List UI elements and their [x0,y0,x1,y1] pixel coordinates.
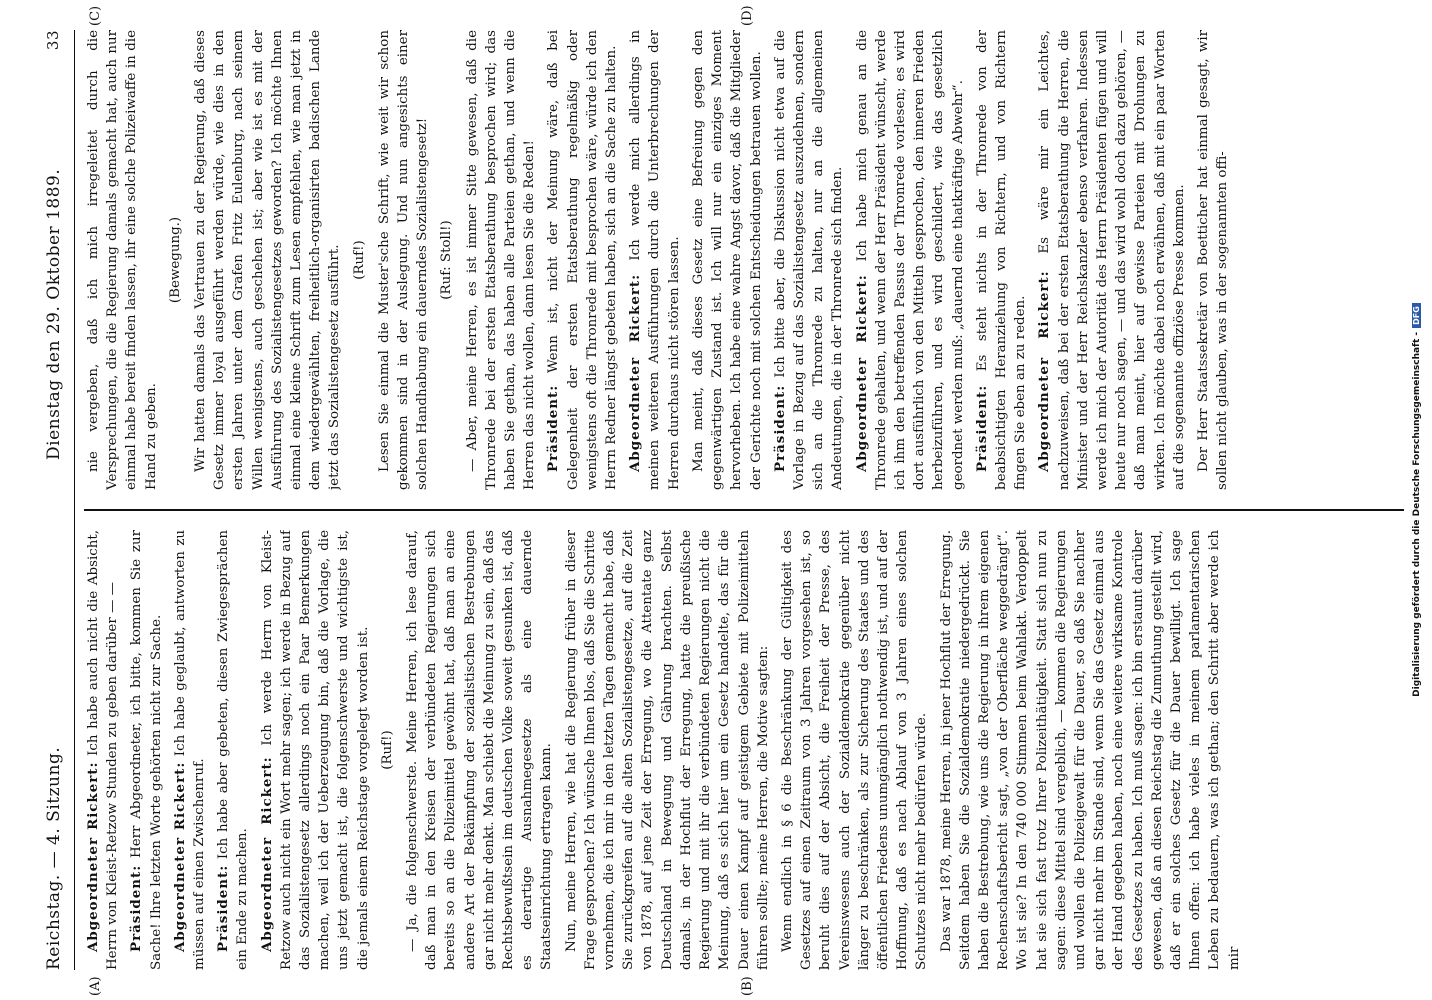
speaker-label: Präsident: [545,384,562,472]
interjection: (Ruf: Stoll!) [439,220,455,300]
paragraph-text: Man meint, daß dieses Gesetz eine Befreiung gegen den gegenwärtigen Zustand ist. Ich will nur ein einziges Moment hervorheben. Ich habe eine wahre Angst davor, daß die Mitglieder der Gerichte noch mit solchen Entscheidungen betrauen wollen. [690,30,764,490]
paragraph [1035,30,1189,490]
left-column [84,530,1404,970]
paragraph [853,30,968,490]
paragraph [84,530,122,970]
dfg-logo: DFG [1412,303,1421,328]
paragraph-text: Ich habe mich genau an die Thronrede gehalten, und wenn der Herr Präsident wünscht, werde ich ihm den betreffenden Passus der Thronrede vorlesen; es wird dort ausführlich von den Mitteln gesprochen, den inneren Frieden herbeizuführen, und es wird geschildert, wie das gesetzlich geordnet werden muß: „dauernd eine thatkräftige Abwehr“. [854,30,966,490]
paragraph-text: nie vergeben, daß ich mich irregeleitet durch die Versprechungen, die die Regierung damals gemacht hat, auch nur einmal habe bereit finden lassen, ihr eine solche Polizeiwaffe in die Hand zu geben. [86,30,159,490]
speaker-label: Abgeordneter Rickert: [853,274,870,472]
header-right: Dienstag den 29. Oktober 1889. [44,168,64,460]
paragraph [171,530,209,970]
paragraph [375,30,433,490]
header-left: Reichstag. — 4. Sitzung. [44,746,64,970]
footer-credit-text: Digitalisierung gefördert durch die Deutsche Forschungsgemeinschaft - [1412,331,1422,697]
speaker-label: Präsident: [128,864,145,952]
paragraph-text: Ich bitte aber, die Diskussion nicht etwa auf die Vorlage in Bezug auf das Sozialistengesetz auszudehnen, sondern sich an die Thronrede zu halten, nur an die allgemeinen Andeutungen, die in der Thronrede sich finden. [772,30,846,490]
paragraph-text: Wir hatten damals das Vertrauen zu der Regierung, daß dieses Gesetz immer loyal ausgeführt werden würde, wie dies in den ersten Jahren unter dem Grafen Fritz Eulenburg, nach seinem Willen wenigstens, auch geschehen ist; aber wie ist es mit der Ausführung des Sozialistengesetzes geworden? Ich möchte Ihnen einmal eine kleine Schrift zum Lesen empfehlen, wie man jetzt in dem wiedergewählten, freiheitlich-organisirten badischen Lande jetzt das Sozialistengesetz ausführt. [193,30,343,490]
paragraph [626,30,684,490]
paragraph-text: Der Herr Staatssekretär von Boetticher hat einmal gesagt, wir sollen nicht glauben, was in der sogenannten offi- [1195,30,1231,490]
margin-mark-c: (C) [88,5,103,26]
paragraph-text: Ich habe auch nicht die Absicht, Herrn von Kleist-Retzow Stunden zu geben darüber — — [86,530,121,970]
paragraph-text: Es wäre mir ein Leichtes, nachzuweisen, daß bei der ersten Etatsberathung die Herren, die Minister und der Herr Reichskanzler ebenso verfahren. Indessen werde ich mich der Autorität des Herrn Präsidenten fügen und will heute nur noch sagen, — und das wird wohl doch dazu gehören, — daß man meint, hier auf gewisse Parteien mit Drohungen zu wirken. Ich möchte dabei noch erwähnen, daß mit ein paar Worten auf die sogenannte offiziöse Presse kommen. [1037,30,1187,490]
right-column [84,30,1404,490]
speaker-label: Abgeordneter Rickert: [85,761,101,952]
speaker-label: Abgeordneter Rickert: [258,756,275,952]
paragraph-text: Nun, meine Herren, wie hat die Regierung früher in dieser Frage gesprochen? Ich wünsche Ihnen blos, daß Sie die Schritte vornehmen, die ich mir in den letzten Tagen gemacht habe, daß Sie zurückgreifen auf die alten Sozialistengesetze, auf die Zeit von 1878, auf jene Zeit der Erregung, wo die Attentate ganz Deutschland in Bewegung und Gährung brachten. Selbst damals, in der Hochflut der Erregung, hatte die preußische Regierung und mit ihr die verbündeten Regierungen nicht die Meinung, daß es sich hier um ein Gesetz handelte, das für die Dauer einen Kampf auf geistigem Gebiete mit Polizeimitteln führen sollte; meine Herren, die Motive sagten: [563,530,771,970]
paragraph [778,530,932,970]
paragraph-text: Ich werde Herrn von Kleist-Retzow auch nicht ein Wort mehr sagen; ich werde in Bezug auf das Sozialistengesetz allerdings noch ein Paar Bemerkungen machen, weil ich der Ueberzeugung bin, daß die Vorlage, die uns jetzt gemacht ist, die folgenschwerste und wichtigste ist, die jemals einem Reichstage vorgelegt worden ist. [259,530,371,970]
paragraph [1194,30,1232,490]
speaker-label: Präsident: [215,864,232,952]
paragraph [689,30,766,490]
paragraph [544,30,621,490]
paragraph-text: Ich habe aber gebeten, diesen Zwiegesprächen ein Ende zu machen. [216,530,251,970]
margin-mark-a: (A) [88,976,103,996]
speaker-label: Abgeordneter Rickert: [627,273,644,472]
paragraph-text: — Aber, meine Herren, es ist immer Sitte gewesen, daß die Thronrede bei der ersten Etatsberathung besprochen wird; das haben Sie gethan, das haben alle Parteien gethan, und wenn die Herren das nicht wollen, dann lesen Sie die Reden! [464,30,538,490]
paragraph [771,30,848,490]
paragraph-text: — Ja, die folgenschwerste. Meine Herren, ich lese darauf, daß man in den Kreisen der verbündeten Regierungen sich bereits so an die Polizeimittel gewöhnt hat, daß man an eine andere Art der Bekämpfung der sozialistischen Bestrebungen gar nicht mehr denkt. Man schiebt die Meinung zu sein, daß das Rechtsbewußtsein im deutschen Volke soweit gesunken ist, daß es derartige Ausnahmegesetze als eine dauernde Staatseinrichtung ertragen kann. [405,530,555,970]
margin-mark-d: (D) [740,5,755,26]
paragraph-text: Es steht nichts in der Thronrede von der beabsichtigten Heranziehung von Richtern, und von Richtern fingen Sie eben an zu reden. [974,30,1029,490]
paragraph [562,530,773,970]
speaker-label: Abgeordneter Rickert: [171,761,188,952]
speaker-label: Präsident: [973,384,990,472]
paragraph-text: Wenn endlich in § 6 die Beschränkung der Gültigkeit des Gesetzes auf einen Zeitraum von 3 Jahren vorgesehen ist, so beruht dies auf der Absicht, die Freiheit der Presse, des Vereinswesens auch der Sozialdemokratie gegenüber nicht länger zu beschränken, als zur Sicherung des Staates und des öffentlichen Friedens unumgänglich nothwendig ist, und auf der Hoffnung, daß es nach Ablauf von 3 Jahren eines solchen Schutzes nicht mehr bedürfen würde. [779,530,930,970]
column-divider [84,510,1404,512]
page-number: 33 [44,30,62,51]
paragraph-text: Ich habe geglaubt, antworten zu müssen auf einen Zwischenruf. [172,530,208,970]
paragraph [191,30,345,490]
interjection: (Ruf!) [351,240,367,280]
interjection: (Ruf!) [379,730,395,770]
paragraph-text: Ich werde mich allerdings in meinen weiteren Ausführungen durch die Unterbrechungen der Herren durchaus nicht stören lassen. [628,30,682,490]
paragraph [403,530,557,970]
paragraph-text: Wenn ist, nicht der Meinung wäre, daß bei Gelegenheit der ersten Etatsberathung regelmäßig oder wenigstens oft die Thronrede mit besprochen wäre, würde ich den Herrn Redner längst gebeten haben, sich an die Sache zu halten. [546,30,620,490]
paragraph [937,530,1244,970]
paragraph-text: Lesen Sie einmal die Muster'sche Schrift, wie weit wir schon gekommen sind in der Auslegung. Und nun angesichts einer solchen Handhabung ein dauerndes Sozialistengesetz! [376,30,431,490]
paragraph-text: Das war 1878, meine Herren, in jener Hochflut der Erregung. Seitdem haben Sie die Sozialdemokratie niedergedrückt. Sie haben die Bestrebung, wie uns die Regierung in ihrem eigenen Rechenschaftsbericht sagt, „von der Oberfläche weggedrängt“. Wo ist sie? In den 740 000 Stimmen beim Wahlakt. Verdoppelt hat sie sich fast trotz Ihrer Polizeithätigkeit. Statt sich nun zu sagen: diese Mittel sind vergeblich, — kommen die Regierungen und wollen die Polizeigewalt für die Dauer, so daß Sie nachher gar nicht mehr im Stande sind, wenn Sie das Gesetz einmal aus der Hand gegeben haben, noch eine weitere wirksame Kontrole des Gesetzes zu haben. Ich muß sagen: ich bin erstaunt darüber gewesen, daß an diesen Reichstag die Zumuthung gestellt wird, daß er ein solches Gesetz für die Dauer bewilligt. Ich sage Ihnen offen: ich habe vieles in meinem parlamentarischen Leben zu bedauern, was ich gethan; den Schritt aber werde ich mir [938,530,1242,970]
paragraph-text: Herr Abgeordneter, ich bitte, kommen Sie zur Sache! Ihre letzten Worte gehörten nicht zur Sache. [129,530,164,970]
speaker-label: Abgeordneter Rickert: [1036,270,1053,472]
paragraph [84,30,161,490]
margin-mark-b: (B) [740,976,755,996]
paragraph [463,30,540,490]
paragraph [973,30,1031,490]
paragraph [127,530,165,970]
paragraph [258,530,373,970]
paragraph [214,530,252,970]
interjection: (Bewegung.) [167,216,183,304]
footer-credit [1412,0,1422,1000]
page-header [40,30,75,970]
speaker-label: Präsident: [771,384,788,472]
